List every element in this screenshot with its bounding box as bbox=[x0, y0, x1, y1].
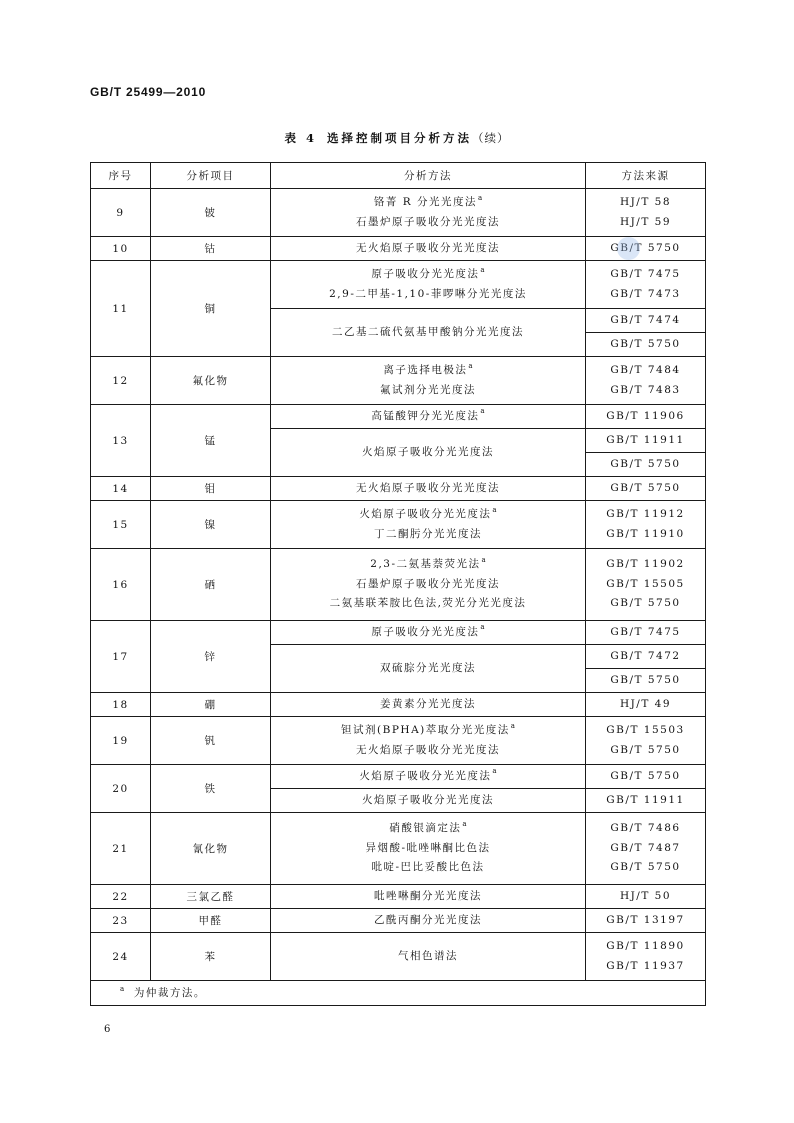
item-name-cell: 锌 bbox=[151, 621, 271, 693]
method-cell bbox=[271, 717, 586, 765]
source-line: HJ/T 59 bbox=[619, 215, 672, 228]
source-cell bbox=[586, 501, 706, 549]
method-text: 双硫腙分光光度法 bbox=[380, 661, 476, 674]
method-cell bbox=[271, 645, 586, 693]
source-line: GB/T 7473 bbox=[610, 287, 681, 300]
seq-cell: 13 bbox=[91, 405, 151, 477]
table-body bbox=[91, 189, 706, 981]
method-line bbox=[271, 767, 585, 787]
method-cell bbox=[271, 309, 586, 357]
table-label: 表 4 bbox=[284, 131, 317, 145]
method-text: 高锰酸钾分光光度法 bbox=[371, 409, 480, 422]
method-line bbox=[271, 525, 585, 545]
footnote-marker: a bbox=[462, 819, 467, 828]
method-line bbox=[271, 555, 585, 575]
method-line bbox=[271, 381, 585, 401]
header-row bbox=[91, 163, 706, 189]
method-line bbox=[271, 623, 585, 643]
source-cell bbox=[586, 477, 706, 501]
footnote-marker: a bbox=[480, 623, 485, 632]
method-cell bbox=[271, 549, 586, 621]
item-name-cell: 铁 bbox=[151, 765, 271, 813]
method-text: 气相色谱法 bbox=[398, 949, 458, 962]
item-name-cell: 钒 bbox=[151, 717, 271, 765]
source-cell bbox=[586, 549, 706, 621]
item-name-cell: 钼 bbox=[151, 477, 271, 501]
column-header-seq: 序号 bbox=[91, 163, 151, 189]
seq-cell: 17 bbox=[91, 621, 151, 693]
method-cell bbox=[271, 621, 586, 645]
table-row bbox=[91, 909, 706, 933]
method-cell bbox=[271, 693, 586, 717]
method-cell bbox=[271, 429, 586, 477]
footnote-row bbox=[91, 981, 706, 1006]
seq-cell: 18 bbox=[91, 693, 151, 717]
method-text: 火焰原子吸收分光光度法 bbox=[362, 793, 494, 806]
seq-cell: 10 bbox=[91, 237, 151, 261]
method-line bbox=[271, 265, 585, 285]
method-text: 吡唑啉酮分光光度法 bbox=[374, 889, 482, 902]
method-text: 无火焰原子吸收分光光度法 bbox=[356, 481, 500, 494]
analysis-methods-table bbox=[90, 162, 706, 1006]
method-cell bbox=[271, 261, 586, 309]
table-row bbox=[91, 885, 706, 909]
method-cell bbox=[271, 405, 586, 429]
footnote-cell bbox=[91, 981, 706, 1006]
source-line: GB/T 5750 bbox=[610, 337, 681, 350]
source-line: GB/T 7472 bbox=[610, 649, 681, 662]
source-line: GB/T 7483 bbox=[610, 383, 681, 396]
method-cell bbox=[271, 357, 586, 405]
seq-cell: 22 bbox=[91, 885, 151, 909]
source-line: GB/T 7474 bbox=[610, 313, 681, 326]
table-row bbox=[91, 717, 706, 741]
method-line bbox=[271, 407, 585, 427]
source-cell bbox=[586, 621, 706, 645]
method-text: 钽试剂(BPHA)萃取分光光度法 bbox=[341, 724, 510, 736]
table-title bbox=[0, 130, 794, 146]
source-cell bbox=[586, 933, 706, 981]
source-line: GB/T 7475 bbox=[610, 268, 681, 280]
method-line bbox=[271, 839, 585, 859]
method-text: 无火焰原子吸收分光光度法 bbox=[356, 743, 500, 756]
source-line: GB/T 11906 bbox=[606, 409, 685, 422]
table-row bbox=[91, 693, 706, 717]
seq-cell: 15 bbox=[91, 501, 151, 549]
page-number: 6 bbox=[104, 1024, 111, 1035]
footnote-text: 为仲裁方法。 bbox=[133, 987, 206, 999]
method-text: 氟试剂分光光度法 bbox=[380, 383, 476, 396]
table-row bbox=[91, 237, 706, 261]
method-line bbox=[271, 193, 585, 213]
source-line: GB/T 11911 bbox=[606, 433, 685, 446]
method-text: 石墨炉原子吸收分光光度法 bbox=[356, 215, 500, 228]
method-line bbox=[271, 947, 585, 967]
source-cell bbox=[586, 453, 706, 477]
source-cell bbox=[586, 909, 706, 933]
source-cell bbox=[586, 189, 706, 237]
method-text: 二乙基二硫代氨基甲酸钠分光光度法 bbox=[332, 325, 524, 338]
seq-cell: 12 bbox=[91, 357, 151, 405]
seq-cell: 14 bbox=[91, 477, 151, 501]
seq-cell: 20 bbox=[91, 765, 151, 813]
method-text: 火焰原子吸收分光光度法 bbox=[359, 508, 492, 520]
source-cell bbox=[586, 645, 706, 669]
method-line bbox=[271, 791, 585, 811]
footnote-marker: a bbox=[480, 407, 485, 416]
method-text: 姜黄素分光光度法 bbox=[380, 697, 476, 710]
source-cell bbox=[586, 261, 706, 309]
item-name-cell: 铍 bbox=[151, 189, 271, 237]
seq-cell: 24 bbox=[91, 933, 151, 981]
footnote-marker: a bbox=[492, 505, 497, 514]
table-row bbox=[91, 477, 706, 501]
source-line: GB/T 5750 bbox=[610, 457, 681, 470]
method-text: 石墨炉原子吸收分光光度法 bbox=[356, 577, 500, 590]
item-name-cell: 硒 bbox=[151, 549, 271, 621]
method-text: 丁二酮肟分光光度法 bbox=[374, 527, 482, 540]
method-line bbox=[271, 858, 585, 878]
source-line: GB/T 7475 bbox=[610, 625, 681, 638]
seq-cell: 23 bbox=[91, 909, 151, 933]
table-row bbox=[91, 501, 706, 525]
source-line: GB/T 15503 bbox=[606, 724, 685, 736]
item-name-cell: 铜 bbox=[151, 261, 271, 357]
method-line bbox=[271, 911, 585, 931]
table-row bbox=[91, 765, 706, 789]
source-line: HJ/T 50 bbox=[619, 889, 672, 902]
item-name-cell: 钴 bbox=[151, 237, 271, 261]
table-footer bbox=[91, 981, 706, 1006]
method-text: 原子吸收分光光度法 bbox=[371, 625, 480, 638]
source-cell bbox=[586, 429, 706, 453]
source-line: GB/T 11910 bbox=[606, 527, 685, 540]
footnote-marker: a bbox=[468, 361, 473, 370]
method-line bbox=[271, 443, 585, 463]
method-text: 硝酸银滴定法 bbox=[389, 822, 462, 835]
table-title-suffix: （续） bbox=[472, 131, 510, 145]
source-cell bbox=[586, 669, 706, 693]
source-line: GB/T 5750 bbox=[610, 673, 681, 686]
method-text: 离子选择电极法 bbox=[383, 364, 468, 376]
source-line: GB/T 11937 bbox=[606, 959, 685, 972]
footnote-marker: a bbox=[510, 721, 515, 730]
item-name-cell: 甲醛 bbox=[151, 909, 271, 933]
table-row bbox=[91, 261, 706, 285]
item-name-cell: 镍 bbox=[151, 501, 271, 549]
seq-cell: 16 bbox=[91, 549, 151, 621]
source-line: GB/T 5750 bbox=[610, 597, 681, 610]
method-line bbox=[271, 285, 585, 305]
table-title-text: 选择控制项目分析方法 bbox=[327, 131, 472, 145]
method-line bbox=[271, 361, 585, 381]
method-cell bbox=[271, 885, 586, 909]
source-cell bbox=[586, 693, 706, 717]
method-line bbox=[271, 479, 585, 499]
item-name-cell: 氰化物 bbox=[151, 813, 271, 885]
method-line bbox=[271, 741, 585, 761]
source-line: GB/T 7487 bbox=[610, 841, 681, 854]
item-name-cell: 苯 bbox=[151, 933, 271, 981]
table-row bbox=[91, 189, 706, 213]
source-line: GB/T 11902 bbox=[606, 558, 685, 571]
table-row bbox=[91, 405, 706, 429]
footnote-marker: a bbox=[492, 767, 497, 776]
source-line: GB/T 5750 bbox=[610, 861, 681, 874]
method-line bbox=[271, 659, 585, 679]
table-row bbox=[91, 357, 706, 381]
method-text: 乙酰丙酮分光光度法 bbox=[374, 913, 482, 926]
source-line: HJ/T 58 bbox=[619, 196, 672, 208]
standard-number-header: GB/T 25499—2010 bbox=[90, 85, 207, 99]
table-header bbox=[91, 163, 706, 189]
item-name-cell: 锰 bbox=[151, 405, 271, 477]
footnote-marker: a bbox=[120, 984, 125, 993]
method-cell bbox=[271, 189, 586, 237]
method-text: 二氨基联苯胺比色法,荧光分光光度法 bbox=[329, 597, 527, 610]
source-line: GB/T 11890 bbox=[606, 940, 685, 952]
method-text: 2,9-二甲基-1,10-菲啰啉分光光度法 bbox=[329, 287, 527, 300]
table-row bbox=[91, 549, 706, 573]
method-cell bbox=[271, 933, 586, 981]
method-line bbox=[271, 819, 585, 839]
method-cell bbox=[271, 501, 586, 549]
table-row bbox=[91, 621, 706, 645]
method-line bbox=[271, 887, 585, 907]
column-header-item: 分析项目 bbox=[151, 163, 271, 189]
source-line: GB/T 15505 bbox=[606, 577, 685, 590]
seq-cell: 21 bbox=[91, 813, 151, 885]
source-line: GB/T 5750 bbox=[610, 241, 681, 254]
source-line: GB/T 7486 bbox=[610, 822, 681, 835]
footnote-marker: a bbox=[481, 555, 486, 564]
method-cell bbox=[271, 237, 586, 261]
source-cell bbox=[586, 765, 706, 789]
seq-cell: 9 bbox=[91, 189, 151, 237]
method-text: 火焰原子吸收分光光度法 bbox=[359, 769, 492, 782]
method-cell bbox=[271, 813, 586, 885]
source-line: GB/T 11911 bbox=[606, 793, 685, 806]
footnote-marker: a bbox=[480, 265, 485, 274]
source-cell bbox=[586, 237, 706, 261]
item-name-cell: 氟化物 bbox=[151, 357, 271, 405]
footnote-marker: a bbox=[477, 193, 483, 202]
source-cell bbox=[586, 357, 706, 405]
method-cell bbox=[271, 765, 586, 789]
source-cell bbox=[586, 717, 706, 765]
method-line bbox=[271, 239, 585, 259]
source-line: GB/T 11912 bbox=[606, 508, 685, 520]
method-text: 吡啶-巴比妥酸比色法 bbox=[371, 861, 485, 874]
method-line bbox=[271, 721, 585, 741]
method-cell bbox=[271, 789, 586, 813]
source-line: GB/T 13197 bbox=[606, 913, 685, 926]
item-name-cell: 硼 bbox=[151, 693, 271, 717]
method-line bbox=[271, 213, 585, 233]
source-line: GB/T 5750 bbox=[610, 769, 681, 782]
source-line: GB/T 5750 bbox=[610, 743, 681, 756]
method-cell bbox=[271, 909, 586, 933]
source-cell bbox=[586, 789, 706, 813]
table-row bbox=[91, 813, 706, 837]
column-header-source: 方法来源 bbox=[586, 163, 706, 189]
source-cell bbox=[586, 885, 706, 909]
source-cell bbox=[586, 309, 706, 333]
method-line bbox=[271, 695, 585, 715]
source-cell bbox=[586, 333, 706, 357]
source-line: GB/T 5750 bbox=[610, 481, 681, 494]
table-row bbox=[91, 933, 706, 957]
method-line bbox=[271, 323, 585, 343]
method-text: 无火焰原子吸收分光光度法 bbox=[356, 241, 500, 254]
source-cell bbox=[586, 813, 706, 885]
method-line bbox=[271, 594, 585, 614]
method-text: 异烟酸-吡唑啉酮比色法 bbox=[365, 841, 491, 854]
method-text: 原子吸收分光光度法 bbox=[371, 268, 480, 280]
method-text: 2,3-二氨基萘荧光法 bbox=[370, 558, 481, 571]
method-cell bbox=[271, 477, 586, 501]
item-name-cell: 三氯乙醛 bbox=[151, 885, 271, 909]
method-line bbox=[271, 575, 585, 595]
source-cell bbox=[586, 405, 706, 429]
method-text: 火焰原子吸收分光光度法 bbox=[362, 445, 494, 458]
source-line: GB/T 7484 bbox=[610, 364, 681, 376]
seq-cell: 11 bbox=[91, 261, 151, 357]
method-line bbox=[271, 505, 585, 525]
method-text: 铬菁 R 分光光度法 bbox=[373, 196, 477, 208]
seq-cell: 19 bbox=[91, 717, 151, 765]
source-line: HJ/T 49 bbox=[619, 697, 672, 710]
column-header-method: 分析方法 bbox=[271, 163, 586, 189]
